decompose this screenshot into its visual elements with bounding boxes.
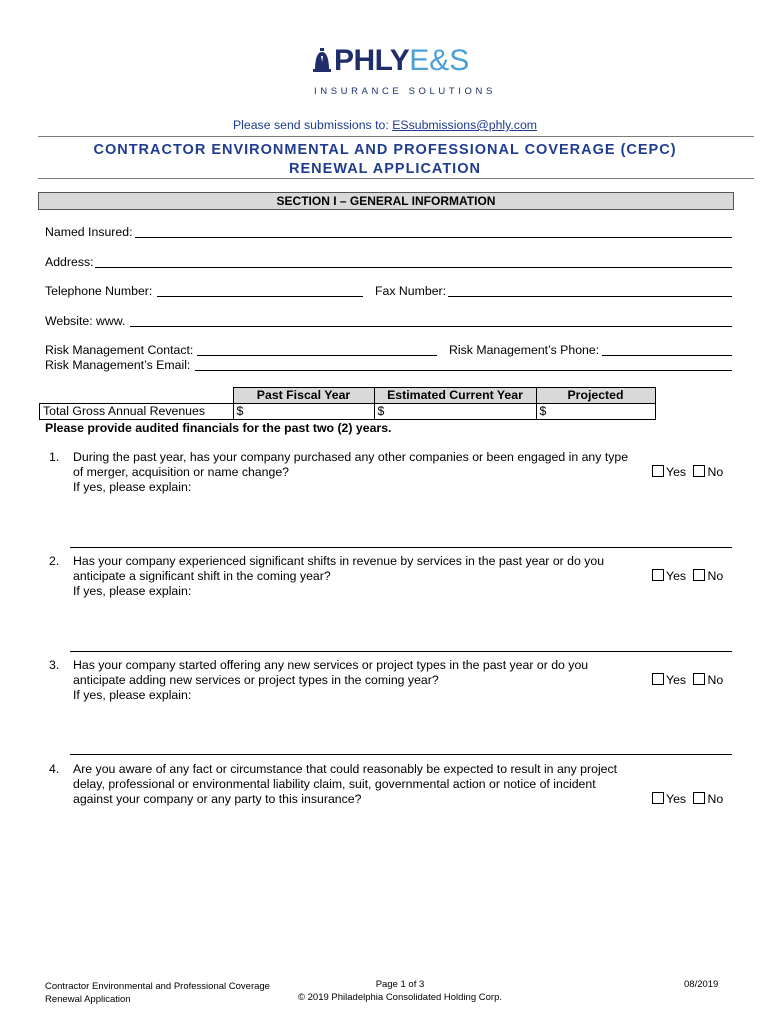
footer-form-name — [45, 980, 270, 1006]
revenue-header-projected: Projected — [536, 388, 655, 404]
no-label: No — [707, 673, 724, 687]
liberty-bell-icon — [312, 48, 332, 74]
question-1-answer — [652, 465, 723, 479]
fax-field[interactable] — [448, 296, 732, 297]
submission-instructions — [0, 118, 770, 132]
question-line: anticipate a significant shift in the coming year? — [73, 569, 331, 583]
logo-tagline: INSURANCE SOLUTIONS — [314, 86, 496, 97]
question-line: Has your company started offering any new services or project types in the past year or do you — [73, 658, 589, 672]
question-line: If yes, please explain: — [73, 584, 192, 598]
question-number: 3. — [49, 658, 60, 672]
question-line: If yes, please explain: — [73, 480, 192, 494]
risk-phone-label: Risk Management’s Phone: — [449, 343, 600, 357]
footer-page-info — [250, 978, 550, 1004]
website-label: Website: www. — [45, 314, 126, 328]
no-label: No — [707, 569, 724, 583]
footer-left-line1: Contractor Environmental and Professional Coverage — [45, 981, 270, 992]
phly-logo — [312, 44, 502, 100]
question-text — [73, 762, 617, 807]
question-1-explanation-field[interactable] — [70, 547, 732, 548]
audited-financials-note: Please provide audited financials for the past two (2) years. — [45, 421, 392, 435]
yes-label: Yes — [666, 569, 687, 583]
risk-phone-field[interactable] — [602, 355, 732, 356]
footer-form-date: 08/2019 — [684, 979, 719, 990]
question-line: During the past year, has your company purchased any other companies or been engaged in any type — [73, 450, 629, 464]
question-number: 2. — [49, 554, 60, 568]
question-number: 1. — [49, 450, 60, 464]
question-line: delay, professional or environmental liability claim, suit, governmental action or notice of incident — [73, 777, 596, 791]
website-field[interactable] — [130, 326, 732, 327]
telephone-label: Telephone Number: — [45, 284, 153, 298]
yes-label: Yes — [666, 673, 687, 687]
yes-checkbox[interactable] — [652, 569, 664, 581]
question-line: of merger, acquisition or name change? — [73, 465, 290, 479]
question-3 — [49, 658, 649, 703]
question-4-answer — [652, 792, 723, 806]
logo-wordmark-main: PHLY — [334, 44, 410, 77]
footer-left-line2: Renewal Application — [45, 994, 131, 1005]
revenue-row-label: Total Gross Annual Revenues — [40, 404, 234, 420]
revenue-projected-input[interactable]: $ — [536, 404, 655, 420]
telephone-field[interactable] — [157, 296, 363, 297]
footer-page-number: Page 1 of 3 — [375, 979, 425, 990]
question-2-answer — [652, 569, 723, 583]
submission-text: Please send submissions to: — [232, 118, 393, 132]
question-line: Has your company experienced significant shifts in revenue by services in the past year or do you — [73, 554, 605, 568]
question-3-answer — [652, 673, 723, 687]
question-4 — [49, 762, 649, 807]
header-divider-bottom — [38, 178, 754, 179]
no-label: No — [707, 465, 724, 479]
question-1 — [49, 450, 649, 495]
question-line: anticipate adding new services or project types in the coming year? — [73, 673, 439, 687]
question-line: Are you aware of any fact or circumstance that could reasonably be expected to result in any project — [73, 762, 618, 776]
submission-email-link[interactable]: ESsubmissions@phly.com — [392, 118, 538, 132]
risk-contact-label: Risk Management Contact: — [45, 343, 194, 357]
form-title-line2: RENEWAL APPLICATION — [289, 161, 481, 177]
revenue-header-past: Past Fiscal Year — [233, 388, 374, 404]
question-text — [73, 658, 588, 703]
question-line: against your company or any party to this insurance? — [73, 792, 362, 806]
question-2-explanation-field[interactable] — [70, 651, 732, 652]
revenue-past-input[interactable]: $ — [233, 404, 374, 420]
no-checkbox[interactable] — [693, 465, 705, 477]
logo-wordmark — [334, 44, 469, 78]
no-label: No — [707, 792, 724, 806]
yes-label: Yes — [666, 792, 687, 806]
footer-copyright: © 2019 Philadelphia Consolidated Holding Corp. — [298, 992, 502, 1003]
fax-label: Fax Number: — [375, 284, 447, 298]
yes-checkbox[interactable] — [652, 673, 664, 685]
no-checkbox[interactable] — [693, 792, 705, 804]
address-field[interactable] — [95, 267, 732, 268]
yes-checkbox[interactable] — [652, 792, 664, 804]
named-insured-label: Named Insured: — [45, 225, 133, 239]
named-insured-field[interactable] — [135, 237, 732, 238]
address-label: Address: — [45, 255, 94, 269]
question-number: 4. — [49, 762, 60, 776]
yes-label: Yes — [666, 465, 687, 479]
section-heading: SECTION I – GENERAL INFORMATION — [38, 192, 734, 210]
no-checkbox[interactable] — [693, 673, 705, 685]
question-line: If yes, please explain: — [73, 688, 192, 702]
question-2 — [49, 554, 649, 599]
header-divider-top — [38, 136, 754, 137]
revenue-header-current: Estimated Current Year — [374, 388, 536, 404]
logo-wordmark-suffix: E&S — [409, 44, 470, 77]
no-checkbox[interactable] — [693, 569, 705, 581]
question-3-explanation-field[interactable] — [70, 754, 732, 755]
revenue-table — [39, 387, 656, 420]
form-title-line1: CONTRACTOR ENVIRONMENTAL AND PROFESSIONAL COVERAGE (CEPC) — [93, 142, 677, 158]
revenue-current-input[interactable]: $ — [374, 404, 536, 420]
revenue-table-header-row — [40, 388, 656, 404]
question-text — [73, 554, 604, 599]
revenue-table-row — [40, 404, 656, 420]
question-text — [73, 450, 628, 495]
yes-checkbox[interactable] — [652, 465, 664, 477]
risk-email-label: Risk Management’s Email: — [45, 358, 191, 372]
risk-contact-field[interactable] — [197, 355, 437, 356]
revenue-table-corner — [40, 388, 234, 404]
risk-email-field[interactable] — [195, 370, 732, 371]
